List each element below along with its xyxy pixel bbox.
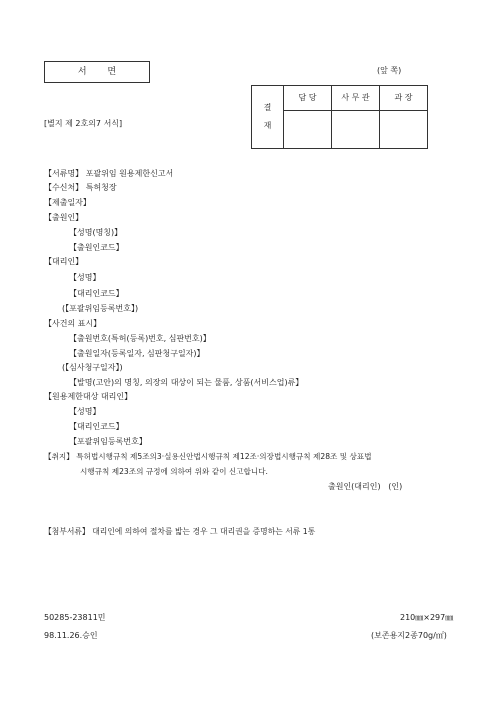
footer-paper-type: (보존용지2종70g/㎡) <box>371 631 447 640</box>
approval-col-officer: 사 무 관 <box>332 86 380 111</box>
agent-line: 【대리인】 <box>44 257 84 266</box>
ra-code-line: 【대리인코드】 <box>69 422 124 431</box>
form-number: [별지 제 2호의7 서식] <box>44 119 123 128</box>
form-title: 서 면 <box>77 66 117 77</box>
submit-date-line: 【제출일자】 <box>44 198 91 207</box>
approval-sign-director[interactable] <box>380 111 428 149</box>
poa-reg-no-line: (【포괄위임등록번호】) <box>62 304 139 313</box>
invention-name-line: 【발명(고안)의 명칭, 의장의 대상이 되는 물품, 상품(서비스업)류】 <box>69 378 304 387</box>
app-date-line: 【출원일자(등록일자, 심판청구일자)】 <box>69 349 205 358</box>
approval-table <box>251 85 428 149</box>
purpose-line-1: 【취지】 특허법시행규칙 제5조의3·실용신안법시행규칙 제12조·의장법시행규칙 제28조 및 상표법 <box>44 452 372 461</box>
case-line: 【사건의 표시】 <box>44 319 102 328</box>
footer-approval-date: 98.11.26.승인 <box>44 631 98 640</box>
doc-name-line: 【서류명】 포괄위임 원용제한신고서 <box>44 169 174 178</box>
form-title-box <box>44 61 150 83</box>
app-no-line: 【출원번호(특허(등록)번호, 심판번호)】 <box>69 334 211 343</box>
approval-sign-officer[interactable] <box>332 111 380 149</box>
approval-label-2: 재 <box>263 121 272 130</box>
recipient-line: 【수신처】 특허청장 <box>44 183 117 192</box>
footer-code: 50285-23811민 <box>44 613 106 622</box>
applicant-name-line: 【성명(명칭)】 <box>69 228 123 237</box>
agent-name-line: 【성명】 <box>69 273 101 282</box>
approval-sign-staff[interactable] <box>284 111 332 149</box>
approval-col-staff: 담 당 <box>284 86 332 111</box>
applicant-code-line: 【출원인코드】 <box>69 243 124 252</box>
page-side-label: (앞 쪽) <box>377 66 402 75</box>
agent-code-line: 【대리인코드】 <box>69 289 124 298</box>
signature-line: 출원인(대리인) (인) <box>328 482 403 491</box>
ra-name-line: 【성명】 <box>69 407 101 416</box>
approval-label <box>252 86 284 149</box>
applicant-line: 【출원인】 <box>44 213 84 222</box>
restricted-agent-line: 【원용제한대상 대리인】 <box>44 392 133 401</box>
approval-col-director: 과 장 <box>380 86 428 111</box>
exam-date-line: (【심사청구일자】) <box>62 363 123 372</box>
approval-label-1: 결 <box>263 103 272 112</box>
ra-poa-no-line: 【포괄위임등록번호】 <box>69 437 147 446</box>
footer-paper-size: 210㎜×297㎜ <box>400 613 454 622</box>
purpose-line-2: 시행규칙 제23조의 규정에 의하여 위와 같이 신고합니다. <box>80 467 268 476</box>
attachments-line: 【첨부서류】 대리인에 의하여 절차를 밟는 경우 그 대리권을 증명하는 서류 1통 <box>44 527 316 536</box>
